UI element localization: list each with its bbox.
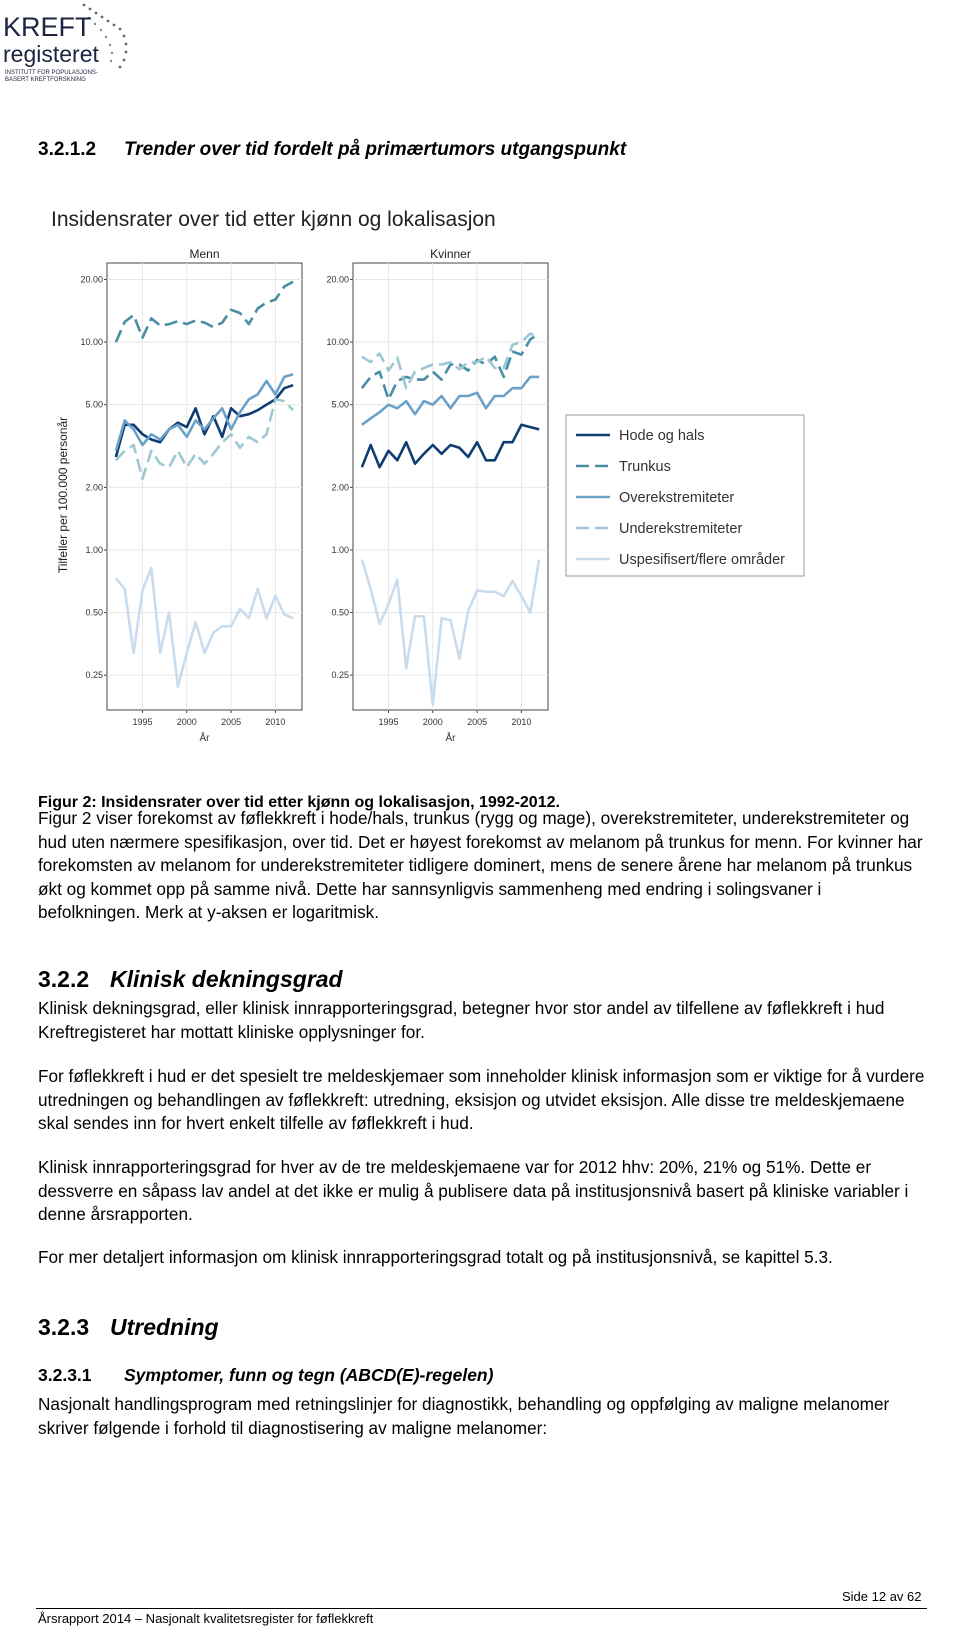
- y-tick-label: 1.00: [85, 544, 103, 555]
- page-number: Side 12 av 62: [842, 1589, 922, 1604]
- logo-tagline-1: INSTITUTT FOR POPULASJONS-: [5, 70, 98, 76]
- chart-legend: [566, 415, 804, 576]
- heading-number: 3.2.3: [38, 1314, 90, 1340]
- y-tick-label: 10.00: [326, 337, 349, 348]
- figure-caption: Figur 2: Insidensrater over tid etter kjønn og lokalisasjon, 1992-2012.: [38, 794, 560, 811]
- y-tick-label: 20.00: [326, 274, 349, 285]
- panel-1: [326, 247, 548, 744]
- footer-divider: [36, 1608, 927, 1609]
- paragraph-innrapporteringsgrad: Klinisk innrapporteringsgrad for hver av de tre meldeskjemaene var for 2012 hhv: 20%, 21% og 51%. Dette er dessverre en såpass lav andel at det ikke er mulig å publisere data på institusjonsnivå basert på kliniske variabler i denne årsrapporten.: [38, 1157, 909, 1224]
- chart-panels: [80, 247, 548, 744]
- section-number: 3.2.1.2: [38, 139, 97, 160]
- logo-tagline-2: BASERT KREFTFORSKNING: [5, 77, 86, 83]
- x-tick-label: 2005: [221, 717, 242, 727]
- x-tick-label: 2010: [265, 717, 286, 727]
- y-tick-label: 1.00: [331, 544, 349, 555]
- paragraph-klinisk-dekningsgrad: Klinisk dekningsgrad, eller klinisk innrapporteringsgrad, betegner hvor stor andel av tilfellene av føflekkreft i hud Kreftregisteret har mottatt kliniske opplysninger for.: [38, 998, 885, 1042]
- y-tick-label: 2.00: [331, 482, 349, 493]
- incidence-chart: [0, 195, 960, 770]
- y-tick-label: 5.00: [85, 399, 103, 410]
- y-tick-label: 10.00: [80, 337, 103, 348]
- legend-label: Overekstremiteter: [619, 490, 735, 506]
- panel-0: [80, 247, 302, 744]
- heading-number: 3.2.3.1: [38, 1365, 92, 1385]
- y-axis-label: Tilfeller per 100.000 personår: [56, 416, 70, 574]
- heading-3-2-3-1: [38, 1365, 493, 1386]
- section-title: Trender over tid fordelt på primærtumors utgangspunkt: [124, 139, 627, 160]
- y-tick-label: 5.00: [331, 399, 349, 410]
- heading-3-2-3: [38, 1314, 219, 1341]
- panel-title: Menn: [189, 247, 220, 261]
- logo-word-kreft: KREFT: [3, 12, 92, 42]
- x-axis-label: År: [199, 733, 210, 744]
- heading-title: Symptomer, funn og tegn (ABCD(E)-regelen): [124, 1365, 494, 1385]
- chart-title: Insidensrater over tid etter kjønn og lokalisasjon: [51, 208, 496, 231]
- paragraph-figure-description: Figur 2 viser forekomst av føflekkreft i hode/hals, trunkus (rygg og mage), overekstremiteter, underekstremiteter og hud uten nærmere spesifikasjon, over tid. Det er høyest forekomst av melanom på trunkus for menn. For kvinner har forekomsten av melanom for underekstremiteter tidligere dominert, mens de senere årene har melanom på trunkus økt og kommet opp på samme nivå. Dette har sannsynligvis sammenheng med endring i solingsvaner i befolkningen. Merk at y-aksen er logaritmisk.: [38, 808, 923, 922]
- x-tick-label: 1995: [378, 717, 399, 727]
- kreftregisteret-logo: [0, 0, 140, 92]
- x-axis-label: År: [445, 733, 456, 744]
- heading-title: Klinisk dekningsgrad: [110, 966, 343, 992]
- legend-label: Underekstremiteter: [619, 521, 743, 537]
- y-tick-label: 0.25: [331, 670, 349, 681]
- x-tick-label: 2000: [176, 717, 197, 727]
- legend-label: Uspesifisert/flere områder: [619, 552, 785, 568]
- legend-label: Trunkus: [619, 459, 671, 475]
- logo-word-registeret: registeret: [3, 41, 99, 67]
- panel-frame: [353, 263, 548, 710]
- paragraph-handlingsprogram: Nasjonalt handlingsprogram med retningslinjer for diagnostikk, behandling og oppfølging av maligne melanomer skriver følgende i forhold til diagnostisering av maligne melanomer:: [38, 1394, 890, 1438]
- y-tick-label: 2.00: [85, 482, 103, 493]
- heading-3-2-2: [38, 966, 343, 993]
- y-tick-label: 0.25: [85, 670, 103, 681]
- heading-title: Utredning: [110, 1314, 219, 1340]
- x-tick-label: 2010: [511, 717, 532, 727]
- y-tick-label: 0.50: [85, 607, 103, 618]
- paragraph-meldeskjemaer: For føflekkreft i hud er det spesielt tre meldeskjemaer som inneholder klinisk informasjon som er viktige for å vurdere utredningen og behandlingen av føflekkreft: utredning, eksisjon og utvidet eksisjon. Alle disse tre meldeskjemaene skal sendes inn for hvert enkelt tilfelle av føflekkreft i hud.: [38, 1066, 925, 1133]
- paragraph-mer-informasjon: For mer detaljert informasjon om klinisk innrapporteringsgrad totalt og på institusjonsnivå, se kapittel 5.3.: [38, 1247, 833, 1267]
- heading-number: 3.2.2: [38, 966, 90, 992]
- y-tick-label: 0.50: [331, 607, 349, 618]
- x-tick-label: 2000: [422, 717, 443, 727]
- section-heading-3-2-1-2: [38, 139, 626, 161]
- y-tick-label: 20.00: [80, 274, 103, 285]
- footer-text: Årsrapport 2014 – Nasjonalt kvalitetsregister for føflekkreft: [38, 1611, 374, 1626]
- x-tick-label: 2005: [467, 717, 488, 727]
- legend-label: Hode og hals: [619, 428, 705, 444]
- panel-title: Kvinner: [430, 247, 471, 261]
- x-tick-label: 1995: [132, 717, 153, 727]
